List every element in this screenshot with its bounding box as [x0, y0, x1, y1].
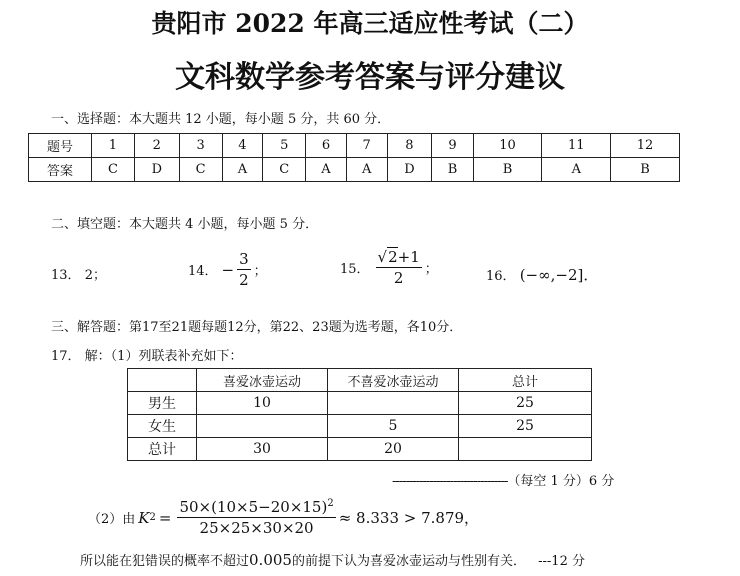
table-header-cell: 不喜爱冰壶运动: [328, 369, 459, 392]
question-number: 3: [179, 134, 222, 158]
question-number: 4: [222, 134, 263, 158]
score-note: （每空 1 分）6 分: [507, 474, 615, 489]
table-cell: [459, 438, 592, 461]
k2-formula: [88, 498, 479, 537]
q17-intro: 17． 解：（1）列联表补充如下：: [51, 349, 243, 364]
sqrt-radicand: 2: [388, 248, 398, 266]
table-header-cell: 喜爱冰壶运动: [197, 369, 328, 392]
table-cell: 总计: [128, 438, 197, 461]
answer-cell: B: [473, 158, 542, 182]
answer-16: [486, 264, 598, 285]
answer-15: [340, 248, 438, 287]
answer-14-sign: −: [221, 260, 235, 279]
table-row: [128, 369, 592, 392]
table-header-cell: [128, 369, 197, 392]
conclusion-line: [80, 550, 585, 569]
section3-heading: 三、解答题：第17至21题每题12分，第22、23题为选考题，各10分．: [51, 320, 463, 335]
question-number: 8: [387, 134, 432, 158]
answer-13-value: 2；: [84, 268, 106, 283]
question-number: 5: [263, 134, 306, 158]
table-cell: 25: [459, 392, 592, 415]
conclusion-text: 所以能在犯错误的概率不超过: [80, 554, 250, 569]
table-cell: 20: [328, 438, 459, 461]
answer-13: [51, 264, 106, 283]
question-number: 1: [92, 134, 135, 158]
conclusion-score: ---12 分: [538, 554, 585, 569]
table-cell: [328, 392, 459, 415]
numerator-expression: 50×(10×5−20×15): [179, 498, 328, 516]
answer-cell: B: [432, 158, 473, 182]
fraction-denominator: 25×25×30×20: [199, 519, 314, 537]
contingency-table: [127, 368, 592, 461]
fraction-numerator: [177, 498, 335, 518]
k2-fraction: [177, 498, 335, 537]
numerator-exponent: 2: [327, 498, 334, 509]
table-row: [29, 134, 680, 158]
answer-cell: D: [387, 158, 432, 182]
table-row: [29, 158, 680, 182]
answer-cell: A: [346, 158, 387, 182]
answer-cell: C: [263, 158, 306, 182]
row-label-question: 题号: [29, 134, 92, 158]
fraction-numerator: √2+1: [377, 248, 420, 266]
table-cell: 5: [328, 415, 459, 438]
equals-sign: =: [158, 508, 172, 527]
k-symbol: K: [138, 508, 150, 527]
table-cell: [197, 415, 328, 438]
answer-cell: C: [179, 158, 222, 182]
answer-16-label: 16．: [486, 269, 516, 284]
table-cell: 女生: [128, 415, 197, 438]
question-number: 7: [346, 134, 387, 158]
question-number: 12: [611, 134, 680, 158]
answer-cell: C: [92, 158, 135, 182]
score-note-line: [392, 470, 614, 489]
table-cell: 25: [459, 415, 592, 438]
answer-cell: A: [222, 158, 263, 182]
answer-15-tail: ；: [424, 262, 438, 277]
table-row: [128, 415, 592, 438]
question-number: 11: [542, 134, 611, 158]
table-cell: 30: [197, 438, 328, 461]
answer-13-label: 13．: [51, 268, 81, 283]
question-number: 2: [134, 134, 179, 158]
section1-heading: 一、选择题：本大题共 12 小题，每小题 5 分，共 60 分．: [51, 112, 391, 127]
fraction-numerator: 3: [239, 250, 249, 268]
answer-15-label: 15．: [340, 262, 370, 277]
answer-14-tail: ；: [253, 264, 267, 279]
question-number: 6: [306, 134, 347, 158]
answer-14: [188, 250, 267, 289]
answer-cell: A: [306, 158, 347, 182]
answer-14-fraction: [237, 250, 251, 289]
question-number: 9: [432, 134, 473, 158]
k2-result: ≈ 8.333 > 7.879，: [338, 509, 480, 527]
answer-14-label: 14．: [188, 264, 218, 279]
page-title: 贵阳市 2022 年高三适应性考试（二）: [151, 9, 589, 38]
conclusion-number: 0.005: [249, 551, 292, 569]
dash-leader: ----------------------------------: [392, 474, 508, 489]
conclusion-rest: 的前提下认为喜爱冰壶运动与性别有关．: [291, 554, 526, 569]
answer-cell: A: [542, 158, 611, 182]
answer-16-value: (−∞,−2]．: [519, 266, 599, 284]
numerator-rest: +1: [397, 248, 420, 266]
fraction-denominator: 2: [239, 271, 249, 289]
answer-cell: D: [134, 158, 179, 182]
section2-heading: 二、填空题：本大题共 4 小题，每小题 5 分．: [51, 217, 319, 232]
table-row: [128, 392, 592, 415]
answer-15-fraction: [376, 248, 422, 287]
answer-cell: B: [611, 158, 680, 182]
row-label-answer: 答案: [29, 158, 92, 182]
question-number: 10: [473, 134, 542, 158]
k-exponent: 2: [149, 512, 156, 523]
table-row: [128, 438, 592, 461]
fraction-denominator: 2: [393, 269, 404, 287]
part2-prefix: （2）由: [88, 512, 136, 527]
answer-table: [28, 133, 680, 182]
table-cell: 男生: [128, 392, 197, 415]
table-cell: 10: [197, 392, 328, 415]
page-subtitle: 文科数学参考答案与评分建议: [175, 60, 565, 95]
table-header-cell: 总计: [459, 369, 592, 392]
